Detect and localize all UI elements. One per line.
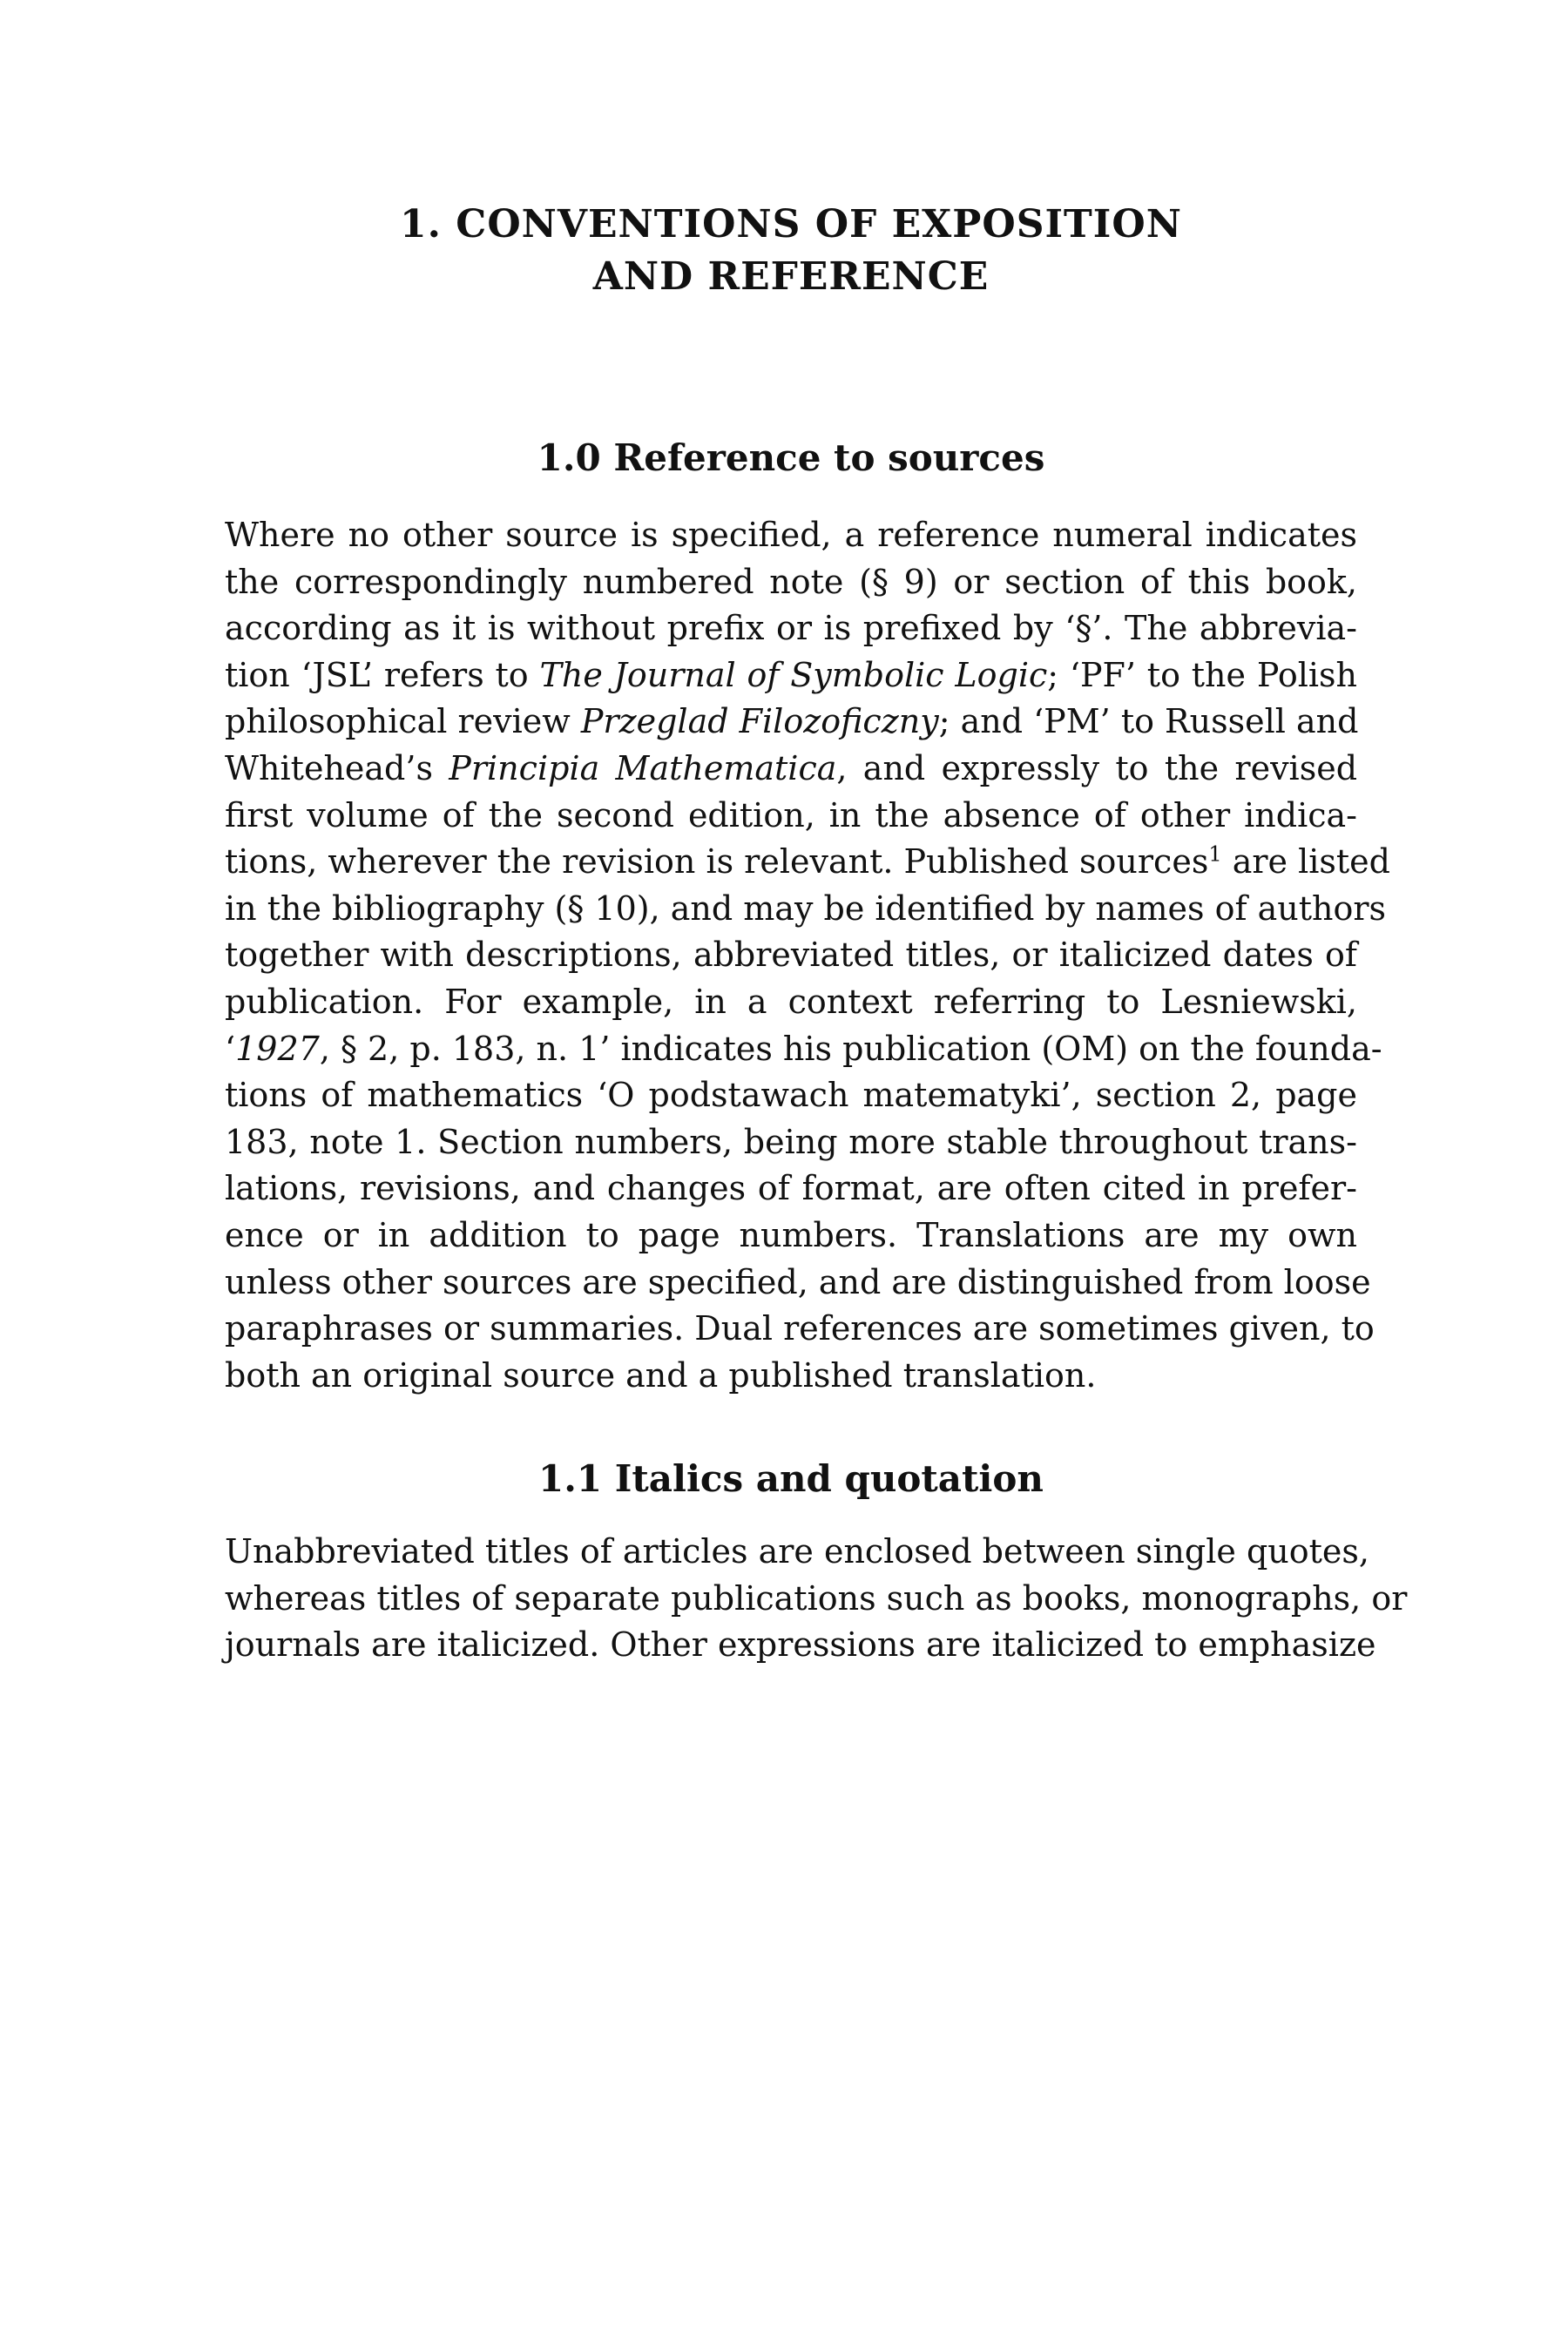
review-title-italic: Przeglad Filozoficzny <box>580 702 939 741</box>
text-line: paraphrases or summaries. Dual references are sometimes given, to <box>225 1309 1375 1348</box>
text-line: the correspondingly numbered note (§ 9) or section of this book, <box>225 562 1357 601</box>
text-line: ence or in addition to page numbers. Translations are my own <box>225 1215 1357 1254</box>
text-line: unless other sources are specified, and are distinguished from loose <box>225 1262 1371 1301</box>
text-line: ‘1927, § 2, p. 183, n. 1’ indicates his publication (OM) on the founda- <box>225 1029 1382 1068</box>
text-line: journals are italicized. Other expressions are italicized to emphasize <box>225 1625 1376 1665</box>
text-line: according as it is without prefix or is prefixed by ‘§’. The abbrevia- <box>225 609 1357 648</box>
text-line: first volume of the second edition, in the absence of other indica- <box>225 795 1357 834</box>
text-line: Where no other source is specified, a reference numeral indicates <box>225 516 1357 554</box>
text-line: tion ‘JSL’ refers to The Journal of Symbolic Logic; ‘PF’ to the Polish <box>225 655 1358 694</box>
section-heading-italics-and-quotation: 1.1 Italics and quotation <box>538 1457 1044 1500</box>
text-line: tions, wherever the revision is relevant. Published sources$^1$ are listed <box>225 841 1390 882</box>
paragraph-italics-and-quotation <box>225 1529 1408 1669</box>
text-line: tions of mathematics ‘O podstawach matematyki’, section 2, page <box>225 1076 1357 1115</box>
journal-title-italic: The Journal of Symbolic Logic <box>539 655 1048 694</box>
book-title-italic: Principia Mathematica <box>449 748 837 787</box>
footnote-marker: 1 <box>1208 841 1222 867</box>
text-line: Unabbreviated titles of articles are enclosed between single quotes, <box>225 1532 1369 1571</box>
text-line: lations, revisions, and changes of format, are often cited in prefer- <box>225 1169 1357 1208</box>
text-line: together with descriptions, abbreviated titles, or italicized dates of <box>225 936 1357 975</box>
text-line: philosophical review Przeglad Filozoficzny; and ‘PM’ to Russell and <box>225 702 1359 741</box>
text-line: Whitehead’s Principia Mathematica, and expressly to the revised <box>225 748 1358 787</box>
text-line: publication. For example, in a context referring to Lesniewski, <box>225 982 1357 1021</box>
text-line: whereas titles of separate publications such as books, monographs, or <box>225 1578 1408 1618</box>
date-italic: 1927 <box>235 1029 320 1068</box>
book-page <box>225 0 1408 2351</box>
chapter-title-line-1: 1. CONVENTIONS OF EXPOSITION <box>400 202 1182 247</box>
section-heading-reference-to-sources: 1.0 Reference to sources <box>537 436 1045 479</box>
text-line: 183, note 1. Section numbers, being more stable throughout trans- <box>225 1122 1357 1161</box>
chapter-title-line-2: AND REFERENCE <box>592 254 990 299</box>
chapter-title <box>225 199 1357 303</box>
text-line: both an original source and a published translation. <box>225 1355 1097 1395</box>
paragraph-reference-to-sources <box>225 512 1390 1399</box>
text-line: in the bibliography (§ 10), and may be identified by names of authors <box>225 888 1387 928</box>
